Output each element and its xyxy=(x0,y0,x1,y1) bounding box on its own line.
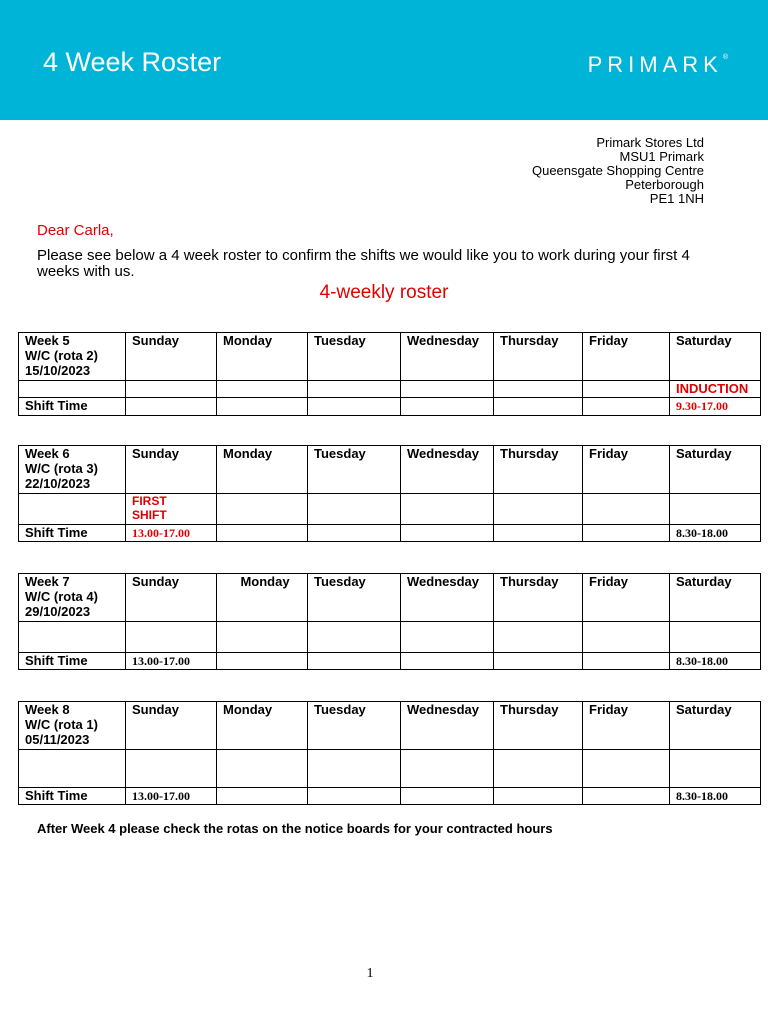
shift-row xyxy=(19,788,761,805)
note-friday xyxy=(583,381,670,398)
logo-text: PRIMARK xyxy=(587,52,723,77)
header-row xyxy=(19,702,761,750)
shift-friday xyxy=(583,525,670,542)
shift-wednesday xyxy=(401,525,494,542)
shift-sunday: 13.00-17.00 xyxy=(126,653,217,670)
note-monday xyxy=(217,750,308,788)
day-header-saturday: Saturday xyxy=(670,446,761,494)
week-rota: W/C (rota 4) xyxy=(25,589,98,604)
note-tuesday xyxy=(308,622,401,653)
shift-thursday xyxy=(494,788,583,805)
note-friday xyxy=(583,750,670,788)
shift-tuesday xyxy=(308,653,401,670)
note-tuesday xyxy=(308,381,401,398)
week-number: Week 5 xyxy=(25,333,70,348)
day-header-sunday: Sunday xyxy=(126,702,217,750)
note-thursday xyxy=(494,622,583,653)
week-label-cell xyxy=(19,333,126,381)
roster-table-week-5 xyxy=(18,332,761,416)
day-header-sunday: Sunday xyxy=(126,333,217,381)
week-date: 15/10/2023 xyxy=(25,363,91,378)
day-header-thursday: Thursday xyxy=(494,446,583,494)
shift-row xyxy=(19,525,761,542)
week-rota: W/C (rota 2) xyxy=(25,348,98,363)
notes-row xyxy=(19,381,761,398)
note-wednesday xyxy=(401,622,494,653)
week-label-cell xyxy=(19,702,126,750)
notes-row xyxy=(19,622,761,653)
header-banner xyxy=(0,0,768,120)
shift-time-label: Shift Time xyxy=(19,788,126,805)
address-line: Peterborough xyxy=(625,177,704,192)
shift-time-label: Shift Time xyxy=(19,525,126,542)
intro-paragraph: Please see below a 4 week roster to confirm the shifts we would like you to work during your first 4 weeks with us. xyxy=(37,247,690,280)
note-saturday xyxy=(670,750,761,788)
shift-tuesday xyxy=(308,788,401,805)
note-saturday xyxy=(670,494,761,525)
shift-time-label: Shift Time xyxy=(19,398,126,416)
note-saturday: INDUCTION xyxy=(670,381,761,398)
shift-friday xyxy=(583,788,670,805)
shift-monday xyxy=(217,398,308,416)
primark-logo xyxy=(588,52,728,78)
roster-table-week-6 xyxy=(18,445,761,542)
day-header-wednesday: Wednesday xyxy=(401,574,494,622)
footer-note: After Week 4 please check the rotas on the notice boards for your contracted hours xyxy=(37,821,553,836)
day-header-monday: Monday xyxy=(217,446,308,494)
week-rota: W/C (rota 3) xyxy=(25,461,98,476)
shift-monday xyxy=(217,653,308,670)
note-monday xyxy=(217,494,308,525)
week-number: Week 8 xyxy=(25,702,70,717)
day-header-wednesday: Wednesday xyxy=(401,702,494,750)
week-label-cell xyxy=(19,574,126,622)
note-tuesday xyxy=(308,494,401,525)
day-header-saturday: Saturday xyxy=(670,702,761,750)
note-wednesday xyxy=(401,381,494,398)
shift-sunday: 13.00-17.00 xyxy=(126,525,217,542)
page-number: 1 xyxy=(366,966,374,981)
day-header-wednesday: Wednesday xyxy=(401,333,494,381)
note-sunday xyxy=(126,750,217,788)
shift-tuesday xyxy=(308,398,401,416)
day-header-saturday: Saturday xyxy=(670,574,761,622)
registered-mark: ® xyxy=(722,54,728,61)
day-header-thursday: Thursday xyxy=(494,702,583,750)
greeting: Dear Carla, xyxy=(37,222,114,239)
day-header-sunday: Sunday xyxy=(126,574,217,622)
notes-row-label xyxy=(19,750,126,788)
note-friday xyxy=(583,494,670,525)
page-title: 4 Week Roster xyxy=(43,47,222,77)
note-thursday xyxy=(494,750,583,788)
roster-subtitle: 4-weekly roster xyxy=(319,282,449,303)
shift-thursday xyxy=(494,653,583,670)
day-header-thursday: Thursday xyxy=(494,333,583,381)
note-sunday: FIRST SHIFT xyxy=(126,494,217,525)
address-line: Primark Stores Ltd xyxy=(596,135,704,150)
day-header-friday: Friday xyxy=(583,446,670,494)
header-row xyxy=(19,446,761,494)
shift-friday xyxy=(583,398,670,416)
address-line: MSU1 Primark xyxy=(619,149,704,164)
shift-sunday xyxy=(126,398,217,416)
day-header-saturday: Saturday xyxy=(670,333,761,381)
note-tuesday xyxy=(308,750,401,788)
week-number: Week 6 xyxy=(25,446,70,461)
shift-thursday xyxy=(494,398,583,416)
shift-time-label: Shift Time xyxy=(19,653,126,670)
day-header-tuesday: Tuesday xyxy=(308,446,401,494)
header-row xyxy=(19,333,761,381)
notes-row xyxy=(19,750,761,788)
day-header-monday: Monday xyxy=(217,333,308,381)
day-header-thursday: Thursday xyxy=(494,574,583,622)
note-sunday xyxy=(126,381,217,398)
day-header-friday: Friday xyxy=(583,574,670,622)
shift-row xyxy=(19,398,761,416)
day-header-friday: Friday xyxy=(583,333,670,381)
week-date: 29/10/2023 xyxy=(25,604,91,619)
shift-saturday: 9.30-17.00 xyxy=(670,398,761,416)
company-address xyxy=(532,136,704,206)
notes-row-label xyxy=(19,622,126,653)
shift-friday xyxy=(583,653,670,670)
shift-wednesday xyxy=(401,653,494,670)
note-monday xyxy=(217,381,308,398)
shift-saturday: 8.30-18.00 xyxy=(670,653,761,670)
address-line: PE1 1NH xyxy=(649,191,704,206)
notes-row xyxy=(19,494,761,525)
week-date: 22/10/2023 xyxy=(25,476,91,491)
note-friday xyxy=(583,622,670,653)
note-monday xyxy=(217,622,308,653)
shift-wednesday xyxy=(401,788,494,805)
day-header-wednesday: Wednesday xyxy=(401,446,494,494)
note-wednesday xyxy=(401,750,494,788)
note-thursday xyxy=(494,381,583,398)
note-saturday xyxy=(670,622,761,653)
week-label-cell xyxy=(19,446,126,494)
day-header-tuesday: Tuesday xyxy=(308,333,401,381)
note-sunday xyxy=(126,622,217,653)
note-thursday xyxy=(494,494,583,525)
roster-table-week-7 xyxy=(18,573,761,670)
shift-sunday: 13.00-17.00 xyxy=(126,788,217,805)
note-wednesday xyxy=(401,494,494,525)
shift-saturday: 8.30-18.00 xyxy=(670,525,761,542)
shift-tuesday xyxy=(308,525,401,542)
day-header-sunday: Sunday xyxy=(126,446,217,494)
shift-saturday: 8.30-18.00 xyxy=(670,788,761,805)
shift-wednesday xyxy=(401,398,494,416)
day-header-monday: Monday xyxy=(217,574,308,622)
week-rota: W/C (rota 1) xyxy=(25,717,98,732)
shift-row xyxy=(19,653,761,670)
day-header-tuesday: Tuesday xyxy=(308,702,401,750)
shift-monday xyxy=(217,788,308,805)
notes-row-label xyxy=(19,494,126,525)
week-number: Week 7 xyxy=(25,574,70,589)
header-row xyxy=(19,574,761,622)
day-header-monday: Monday xyxy=(217,702,308,750)
roster-table-week-8 xyxy=(18,701,761,805)
day-header-friday: Friday xyxy=(583,702,670,750)
week-date: 05/11/2023 xyxy=(25,732,90,747)
address-line: Queensgate Shopping Centre xyxy=(531,163,704,178)
day-header-tuesday: Tuesday xyxy=(308,574,401,622)
notes-row-label xyxy=(19,381,126,398)
shift-monday xyxy=(217,525,308,542)
shift-thursday xyxy=(494,525,583,542)
